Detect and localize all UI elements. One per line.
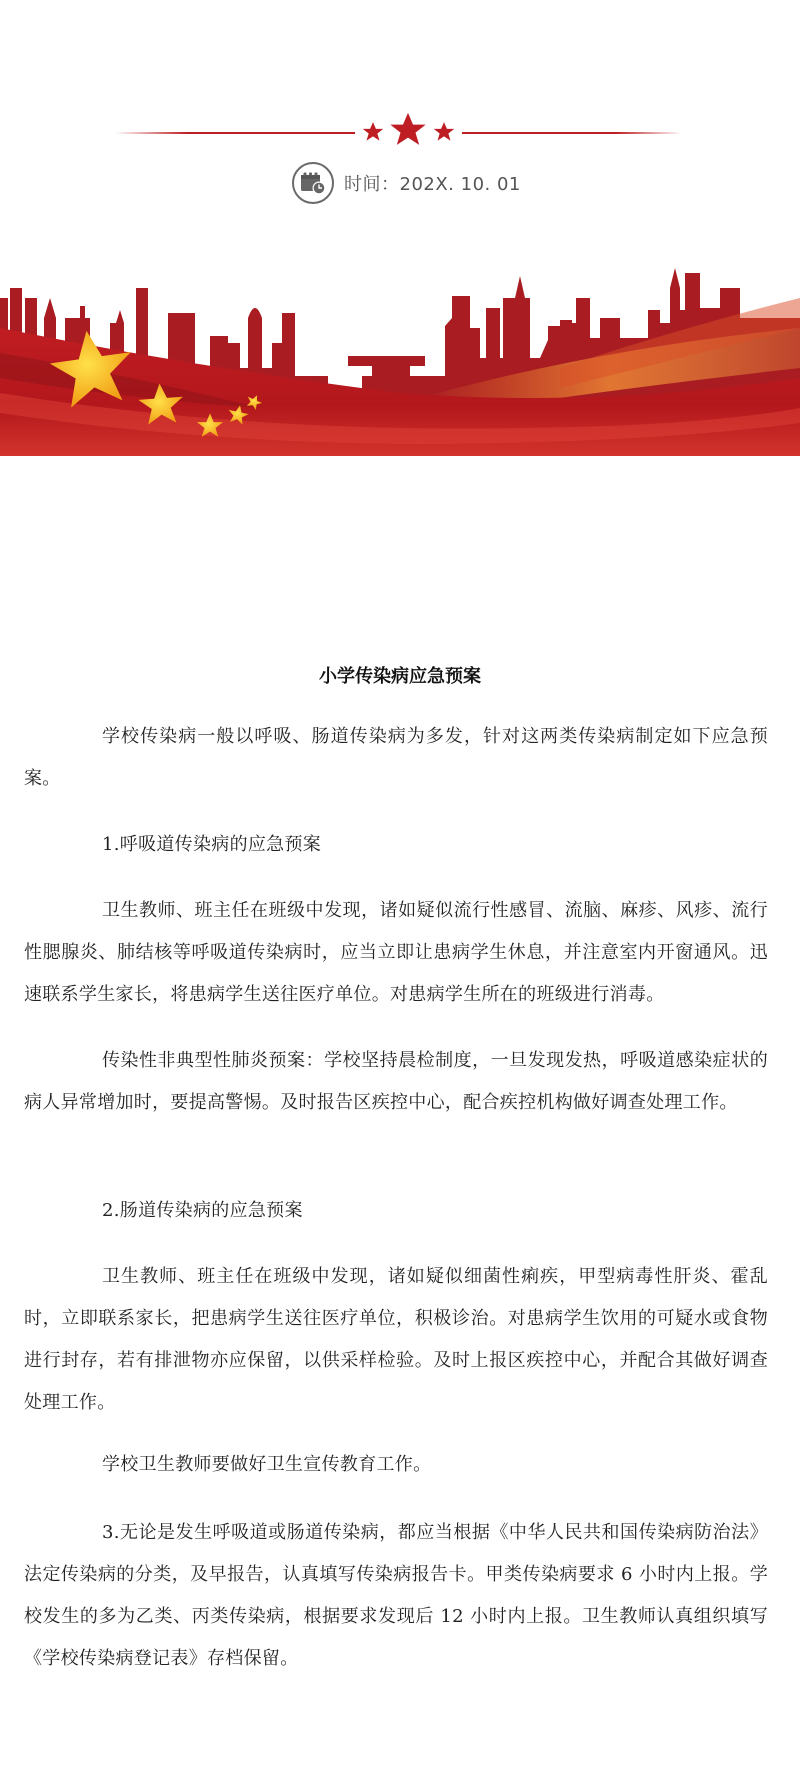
- paragraph-sars: 传染性非典型性肺炎预案：学校坚持晨检制度，一旦发现发热，呼吸道感染症状的病人异常增加时，要提高警惕。及时报告区疾控中心，配合疾控机构做好调查处理工作。: [24, 1050, 768, 1113]
- date-row: [292, 160, 521, 206]
- paragraph-respiratory: 卫生教师、班主任在班级中发现，诸如疑似流行性感冒、流脑、麻疹、风疹、流行性腮腺炎、肺结核等呼吸道传染病时，应当立即让患病学生休息，并注意室内开窗通风。迅速联系学生家长，将患病学生送往医疗单位。对患病学生所在的班级进行消毒。: [24, 900, 768, 1005]
- publish-date: 时间：202X. 10. 01: [344, 174, 521, 195]
- document-title: 小学传染病应急预案: [319, 666, 481, 687]
- section-heading-intestinal: 2.肠道传染病的应急预案: [102, 1200, 303, 1221]
- banner-image: [0, 258, 800, 456]
- three-stars-icon: [355, 112, 462, 148]
- paragraph-intestinal: 卫生教师、班主任在班级中发现，诸如疑似细菌性痢疾，甲型病毒性肝炎、霍乱时，立即联系家长，把患病学生送往医疗单位，积极诊治。对患病学生饮用的可疑水或食物进行封存，若有排泄物亦应保留，以供采样检验。及时上报区疾控中心，并配合其做好调查处理工作。: [24, 1266, 768, 1413]
- paragraph-health-education: 学校卫生教师要做好卫生宣传教育工作。: [102, 1454, 432, 1475]
- paragraph-intro: 学校传染病一般以呼吸、肠道传染病为多发，针对这两类传染病制定如下应急预案。: [24, 726, 768, 789]
- paragraph-reporting: 3.无论是发生呼吸道或肠道传染病，都应当根据《中华人民共和国传染病防治法》法定传染病的分类，及早报告，认真填写传染病报告卡。甲类传染病要求 6 小时内上报。学校发生的多为乙类、丙类传染病，根据要求发现后 12 小时内上报。卫生教师认真组织填写《学校传染病登记表》存档保留。: [24, 1522, 768, 1669]
- section-heading-respiratory: 1.呼吸道传染病的应急预案: [102, 834, 322, 855]
- calendar-clock-icon: [292, 162, 334, 204]
- decorative-line-right: [462, 132, 682, 134]
- decorative-line-left: [115, 132, 355, 134]
